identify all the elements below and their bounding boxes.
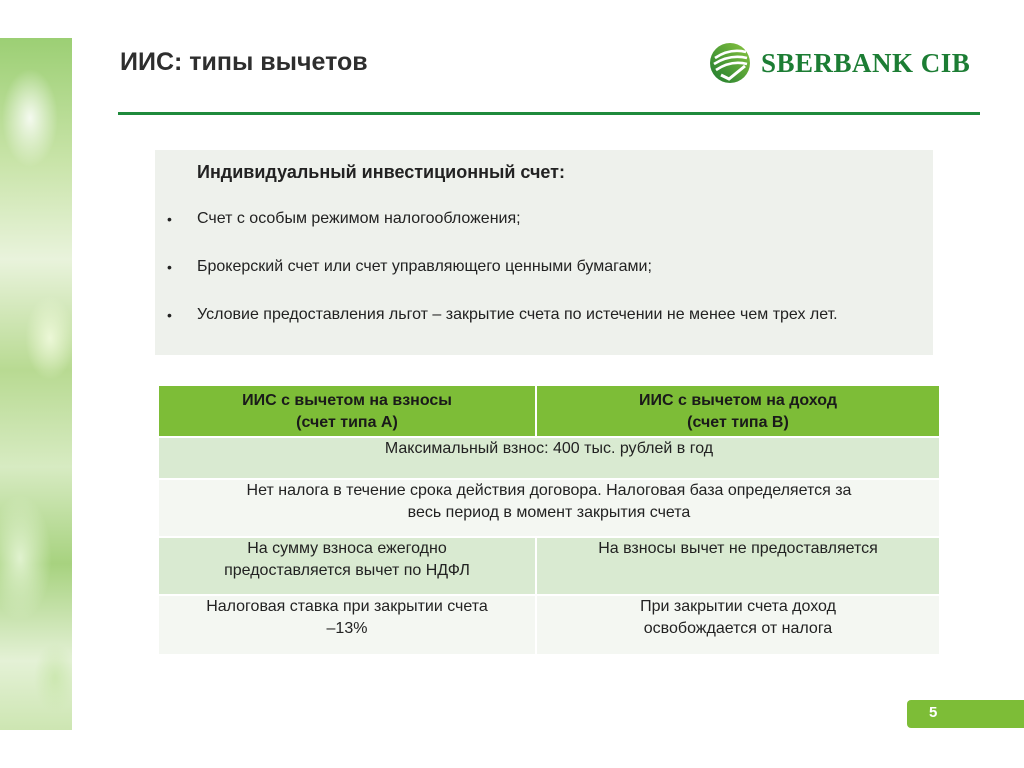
bullet-item: [167, 208, 923, 230]
title-divider: [118, 112, 980, 115]
bullet-item: [167, 256, 923, 278]
type-b-deduction-cell: На взносы вычет не предоставляется: [536, 537, 940, 595]
table-row: [158, 537, 940, 595]
table-row: [158, 437, 940, 479]
page-number: 5: [929, 704, 938, 721]
side-photo: [0, 38, 72, 730]
info-heading: Индивидуальный инвестиционный счет:: [197, 162, 565, 182]
type-b-tax-cell: При закрытии счета доход освобождается от налога: [536, 595, 940, 655]
type-a-tax-cell: Налоговая ставка при закрытии счета –13%: [158, 595, 536, 655]
logo: [709, 40, 989, 86]
page-title: ИИС: типы вычетов: [120, 48, 368, 76]
table-row: [158, 479, 940, 537]
sberbank-logo-icon: [709, 42, 751, 84]
page-number-badge: [907, 700, 1024, 728]
deduction-table: [157, 384, 941, 656]
max-contribution-cell: Максимальный взнос: 400 тыс. рублей в год: [158, 437, 940, 479]
bullet-text: Счет с особым режимом налогообложения;: [197, 210, 521, 227]
bullet-dot-icon: •: [167, 211, 172, 227]
header-type-a: ИИС с вычетом на взносы (счет типа А): [158, 385, 536, 437]
table-row: [158, 595, 940, 655]
bullet-dot-icon: •: [167, 307, 172, 323]
info-box: [155, 150, 933, 355]
bullet-item: [167, 304, 923, 326]
type-a-deduction-cell: На сумму взноса ежегодно предоставляется вычет по НДФЛ: [158, 537, 536, 595]
logo-text: SBERBANK CIB: [761, 47, 971, 78]
header-type-b: ИИС с вычетом на доход (счет типа В): [536, 385, 940, 437]
tax-base-cell: Нет налога в течение срока действия договора. Налоговая база определяется за весь период в момент закрытия счета: [158, 479, 940, 537]
bullet-dot-icon: •: [167, 259, 172, 275]
bullet-text: Условие предоставления льгот – закрытие счета по истечении не менее чем трех лет.: [197, 306, 838, 323]
bullet-text: Брокерский счет или счет управляющего ценными бумагами;: [197, 258, 652, 275]
